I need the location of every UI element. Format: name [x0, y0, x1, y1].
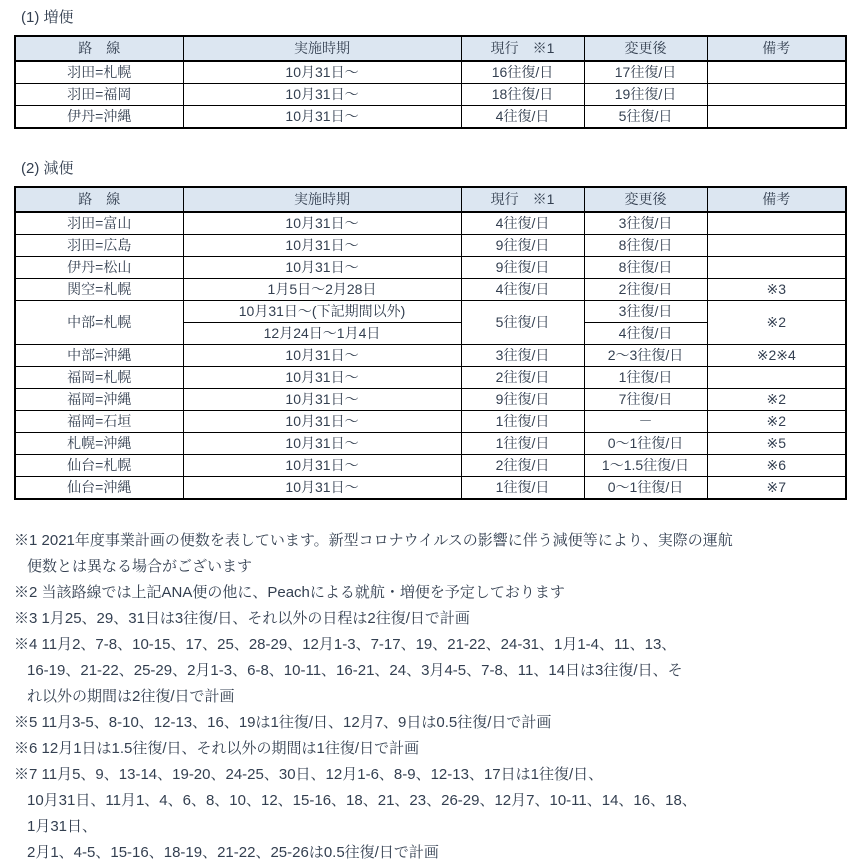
footnote-2: [14, 580, 845, 606]
table-header-row: [15, 187, 846, 212]
route-cell: 羽田=広島: [15, 235, 183, 257]
route-cell: 仙台=札幌: [15, 455, 183, 477]
section-title-decrease: (2) 減便: [21, 160, 74, 177]
period-cell: 10月31日～: [183, 61, 461, 84]
table-row: [15, 367, 846, 389]
col-header-after: 変更後: [584, 187, 707, 212]
col-header-period: 実施時期: [183, 187, 461, 212]
period-cell: 12月24日～1月4日: [183, 323, 461, 345]
period-cell: 10月31日～: [183, 455, 461, 477]
remarks-cell: ※5: [707, 433, 846, 455]
table-row-merged: [15, 301, 846, 323]
table-row: [15, 477, 846, 500]
footnote-line: 16-19、21-22、25-29、2月1-3、6-8、10-11、16-21、24、3月4-5、7-8、11、14日は3往復/日、そ: [27, 662, 683, 679]
remarks-cell: [707, 212, 846, 235]
current-flights-cell: 1往復/日: [461, 477, 584, 500]
route-cell: 福岡=石垣: [15, 411, 183, 433]
footnote-3: [14, 606, 845, 632]
route-cell: 羽田=福岡: [15, 84, 183, 106]
table-row: [15, 279, 846, 301]
period-cell: 10月31日～: [183, 345, 461, 367]
table-row: [15, 389, 846, 411]
route-cell: 中部=沖縄: [15, 345, 183, 367]
period-cell: 10月31日～: [183, 477, 461, 500]
changed-flights-cell: 2～3往復/日: [584, 345, 707, 367]
current-flights-cell: 1往復/日: [461, 411, 584, 433]
changed-flights-cell: 5往復/日: [584, 106, 707, 129]
period-cell: 10月31日～(下記期間以外): [183, 301, 461, 323]
route-cell: 札幌=沖縄: [15, 433, 183, 455]
current-flights-cell: 18往復/日: [461, 84, 584, 106]
route-cell: 中部=札幌: [15, 301, 183, 345]
route-cell: 伊丹=沖縄: [15, 106, 183, 129]
changed-flights-cell: 0～1往復/日: [584, 477, 707, 500]
changed-flights-cell: 8往復/日: [584, 235, 707, 257]
footnote-line: 1月31日、: [27, 818, 98, 835]
remarks-cell: ※2: [707, 389, 846, 411]
table-row: [15, 411, 846, 433]
table-row: [15, 84, 846, 106]
col-header-current: 現行 ※1: [461, 187, 584, 212]
period-cell: 1月5日～2月28日: [183, 279, 461, 301]
changed-flights-cell: 1～1.5往復/日: [584, 455, 707, 477]
current-flights-cell: 9往復/日: [461, 257, 584, 279]
remarks-cell: [707, 235, 846, 257]
period-cell: 10月31日～: [183, 433, 461, 455]
route-cell: 福岡=沖縄: [15, 389, 183, 411]
route-cell: 羽田=札幌: [15, 61, 183, 84]
section-title-increase: (1) 増便: [21, 9, 74, 26]
footnote-6: [14, 736, 845, 762]
remarks-cell: [707, 61, 846, 84]
col-header-remarks: 備考: [707, 187, 846, 212]
remarks-cell: ※6: [707, 455, 846, 477]
remarks-cell: [707, 257, 846, 279]
period-cell: 10月31日～: [183, 106, 461, 129]
remarks-cell: ※2: [707, 411, 846, 433]
footnote-7: [14, 762, 845, 866]
remarks-cell: ※2※4: [707, 345, 846, 367]
changed-flights-cell: 1往復/日: [584, 367, 707, 389]
table-row: [15, 212, 846, 235]
footnote-line: 2月1、4-5、15-16、18-19、21-22、25-26は0.5往復/日で計画: [27, 844, 439, 861]
current-flights-cell: 4往復/日: [461, 279, 584, 301]
footnote-1: [14, 528, 845, 580]
footnote-line: ※2 当該路線では上記ANA便の他に、Peachによる就航・増便を予定しております: [14, 584, 565, 601]
footnotes: [14, 528, 845, 866]
current-flights-cell: 4往復/日: [461, 106, 584, 129]
footnote-line: 便数とは異なる場合がございます: [27, 558, 253, 575]
current-flights-cell: 9往復/日: [461, 235, 584, 257]
footnote-line: ※3 1月25、29、31日は3往復/日、それ以外の日程は2往復/日で計画: [14, 610, 470, 627]
table-row: [15, 61, 846, 84]
remarks-cell: [707, 106, 846, 129]
route-cell: 羽田=富山: [15, 212, 183, 235]
period-cell: 10月31日～: [183, 235, 461, 257]
footnote-line: ※5 11月3-5、8-10、12-13、16、19は1往復/日、12月7、9日は0.5往復/日で計画: [14, 714, 552, 731]
period-cell: 10月31日～: [183, 389, 461, 411]
table-header-row: [15, 36, 846, 61]
changed-flights-cell: 7往復/日: [584, 389, 707, 411]
table-row: [15, 433, 846, 455]
table-row: [15, 235, 846, 257]
period-cell: 10月31日～: [183, 84, 461, 106]
col-header-current: 現行 ※1: [461, 36, 584, 61]
changed-flights-cell: 3往復/日: [584, 212, 707, 235]
remarks-cell: [707, 367, 846, 389]
col-header-route: 路 線: [15, 187, 183, 212]
col-header-remarks: 備考: [707, 36, 846, 61]
route-cell: 福岡=札幌: [15, 367, 183, 389]
table-row: [15, 345, 846, 367]
changed-flights-cell: 19往復/日: [584, 84, 707, 106]
period-cell: 10月31日～: [183, 411, 461, 433]
col-header-route: 路 線: [15, 36, 183, 61]
footnote-line: ※1 2021年度事業計画の便数を表しています。新型コロナウイルスの影響に伴う減便等により、実際の運航: [14, 532, 733, 549]
route-cell: 関空=札幌: [15, 279, 183, 301]
current-flights-cell: 1往復/日: [461, 433, 584, 455]
current-flights-cell: 2往復/日: [461, 367, 584, 389]
current-flights-cell: 9往復/日: [461, 389, 584, 411]
changed-flights-cell: 4往復/日: [584, 323, 707, 345]
remarks-cell: ※3: [707, 279, 846, 301]
route-cell: 仙台=沖縄: [15, 477, 183, 500]
table-row: [15, 106, 846, 129]
period-cell: 10月31日～: [183, 212, 461, 235]
footnote-line: ※7 11月5、9、13-14、19-20、24-25、30日、12月1-6、8-9、12-13、17日は1往復/日、: [14, 766, 604, 783]
remarks-cell: ※2: [707, 301, 846, 345]
changed-flights-cell: 2往復/日: [584, 279, 707, 301]
changed-flights-cell: 0～1往復/日: [584, 433, 707, 455]
col-header-period: 実施時期: [183, 36, 461, 61]
footnote-5: [14, 710, 845, 736]
period-cell: 10月31日～: [183, 257, 461, 279]
footnote-line: 10月31日、11月1、4、6、8、10、12、15-16、18、21、23、26-29、12月7、10-11、14、16、18、: [27, 792, 697, 809]
footnote-4: [14, 632, 845, 710]
table-row: [15, 455, 846, 477]
footnote-line: ※6 12月1日は1.5往復/日、それ以外の期間は1往復/日で計画: [14, 740, 420, 757]
changed-flights-cell: 8往復/日: [584, 257, 707, 279]
current-flights-cell: 16往復/日: [461, 61, 584, 84]
changed-flights-cell: 17往復/日: [584, 61, 707, 84]
remarks-cell: ※7: [707, 477, 846, 500]
current-flights-cell: 2往復/日: [461, 455, 584, 477]
remarks-cell: [707, 84, 846, 106]
current-flights-cell: 5往復/日: [461, 301, 584, 345]
route-cell: 伊丹=松山: [15, 257, 183, 279]
current-flights-cell: 4往復/日: [461, 212, 584, 235]
footnote-line: れ以外の期間は2往復/日で計画: [27, 688, 235, 705]
period-cell: 10月31日～: [183, 367, 461, 389]
col-header-after: 変更後: [584, 36, 707, 61]
increase-table: [14, 35, 847, 129]
table-row: [15, 257, 846, 279]
decrease-table: [14, 186, 847, 500]
changed-flights-cell: －: [584, 411, 707, 433]
changed-flights-cell: 3往復/日: [584, 301, 707, 323]
current-flights-cell: 3往復/日: [461, 345, 584, 367]
footnote-line: ※4 11月2、7-8、10-15、17、25、28-29、12月1-3、7-17、19、21-22、24-31、1月1-4、11、13、: [14, 636, 677, 653]
